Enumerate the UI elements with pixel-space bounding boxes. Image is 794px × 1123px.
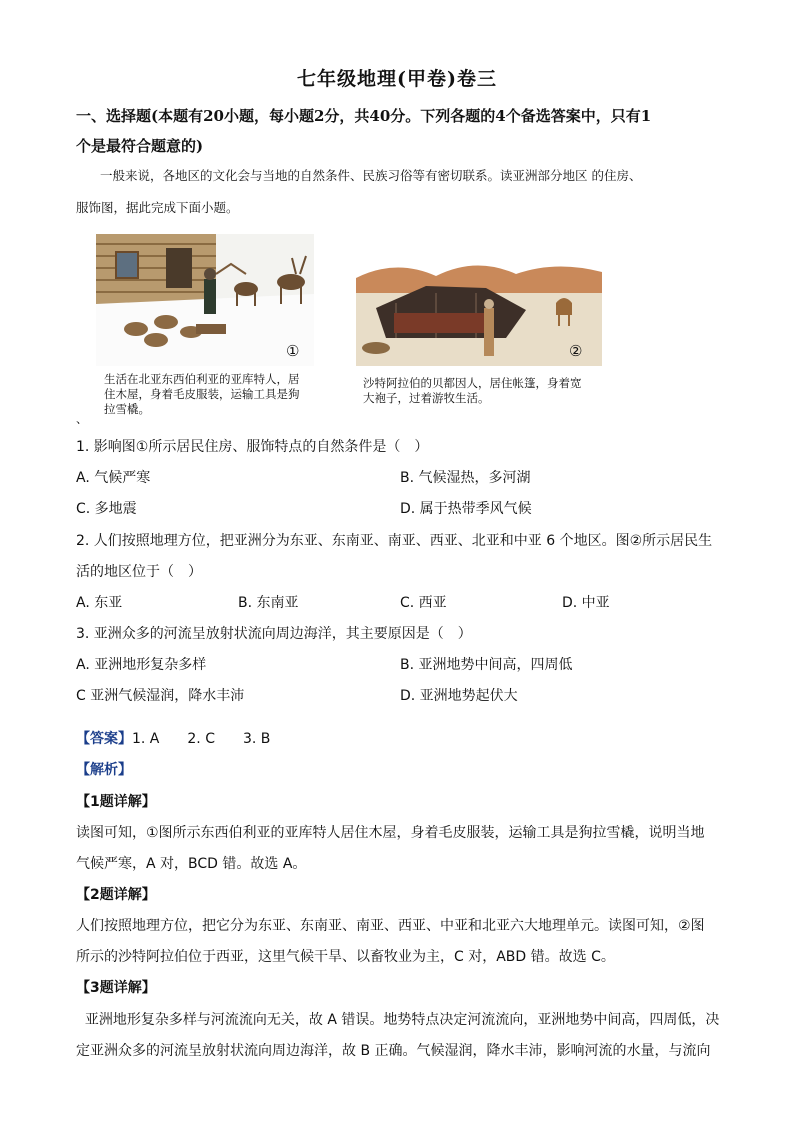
detail-1-line-1: 读图可知，①图所示东西伯利亚的亚库特人居住木屋，身着毛皮服装，运输工具是狗拉雪橇，说明当地	[76, 825, 705, 841]
figure-bedouin	[356, 248, 602, 366]
stray-mark: 、	[76, 412, 88, 426]
figure-1-caption-line-2: 住木屋，身着毛皮服装，运输工具是狗	[104, 387, 300, 401]
question-1-stem: 1. 影响图①所示居民住房、服饰特点的自然条件是（ ）	[76, 439, 429, 455]
detail-2-label: 【2题详解】	[76, 887, 156, 903]
question-1-option-c: C. 多地震	[76, 501, 137, 517]
detail-3-label: 【3题详解】	[76, 980, 156, 996]
figure-2-caption-line-1: 沙特阿拉伯的贝都因人，居住帐篷，身着宽	[363, 376, 582, 390]
detail-1-label: 【1题详解】	[76, 794, 156, 810]
section-heading-line-1: 一、选择题(本题有20小题，每小题2分，共40分。下列各题的4个备选答案中，只有1	[76, 107, 652, 125]
figure-2-caption-line-2: 大袍子，过着游牧生活。	[363, 391, 490, 405]
detail-2-line-1: 人们按照地理方位，把它分为东亚、东南亚、南亚、西亚、中亚和北亚六大地理单元。读图可知，②图	[76, 918, 705, 934]
detail-1-line-2: 气候严寒，A 对，BCD 错。故选 A。	[76, 856, 307, 872]
question-2-option-c: C. 西亚	[400, 595, 447, 611]
analysis-label: 【解析】	[76, 762, 132, 778]
question-1-option-b: B. 气候湿热，多河湖	[400, 470, 531, 486]
question-3-stem: 3. 亚洲众多的河流呈放射状流向周边海洋，其主要原因是（ ）	[76, 626, 472, 642]
question-2-option-b: B. 东南亚	[238, 595, 299, 611]
question-2-option-a: A. 东亚	[76, 595, 123, 611]
question-2-stem-line-2: 活的地区位于（ ）	[76, 564, 202, 580]
question-3-option-a: A. 亚洲地形复杂多样	[76, 657, 207, 673]
answer-line	[76, 729, 270, 749]
intro-line-1: 一般来说，各地区的文化会与当地的自然条件、民族习俗等有密切联系。读亚洲部分地区 的住房、	[100, 168, 642, 183]
figure-1-caption-line-1: 生活在北亚东西伯利亚的亚库特人，居	[104, 372, 300, 386]
intro-line-2: 服饰图，据此完成下面小题。	[76, 200, 239, 215]
question-1-option-d: D. 属于热带季风气候	[400, 501, 532, 517]
question-1-option-a: A. 气候严寒	[76, 470, 151, 486]
section-heading-line-2: 个是最符合题意的)	[76, 137, 204, 155]
question-2-option-d: D. 中亚	[562, 595, 610, 611]
answer-text: 1. A 2. C 3. B	[132, 731, 271, 747]
answer-label: 【答案】	[76, 731, 132, 747]
question-3-option-d: D. 亚洲地势起伏大	[400, 688, 518, 704]
detail-2-line-2: 所示的沙特阿拉伯位于西亚，这里气候干旱、以畜牧业为主，C 对，ABD 错。故选 C。	[76, 949, 615, 965]
page-title: 七年级地理(甲卷)卷三	[297, 68, 497, 90]
question-3-option-c: C 亚洲气候湿润，降水丰沛	[76, 688, 245, 704]
question-2-stem-line-1: 2. 人们按照地理方位，把亚洲分为东亚、东南亚、南亚、西亚、北亚和中亚 6 个地区。图②所示居民生	[76, 533, 713, 549]
bedouin-illustration	[356, 248, 602, 366]
yakut-illustration	[96, 234, 314, 366]
detail-3-line-2: 定亚洲众多的河流呈放射状流向周边海洋，故 B 正确。气候湿润，降水丰沛，影响河流的水量，与流向	[76, 1043, 711, 1059]
figure-number: ②	[569, 342, 583, 360]
figure-number: ①	[286, 342, 300, 360]
figure-yakut	[96, 234, 314, 366]
question-3-option-b: B. 亚洲地势中间高，四周低	[400, 657, 573, 673]
detail-3-line-1: 亚洲地形复杂多样与河流流向无关，故 A 错误。地势特点决定河流流向，亚洲地势中间高，四周低，决	[76, 1012, 720, 1028]
figure-1-caption-line-3: 拉雪橇。	[104, 402, 150, 416]
